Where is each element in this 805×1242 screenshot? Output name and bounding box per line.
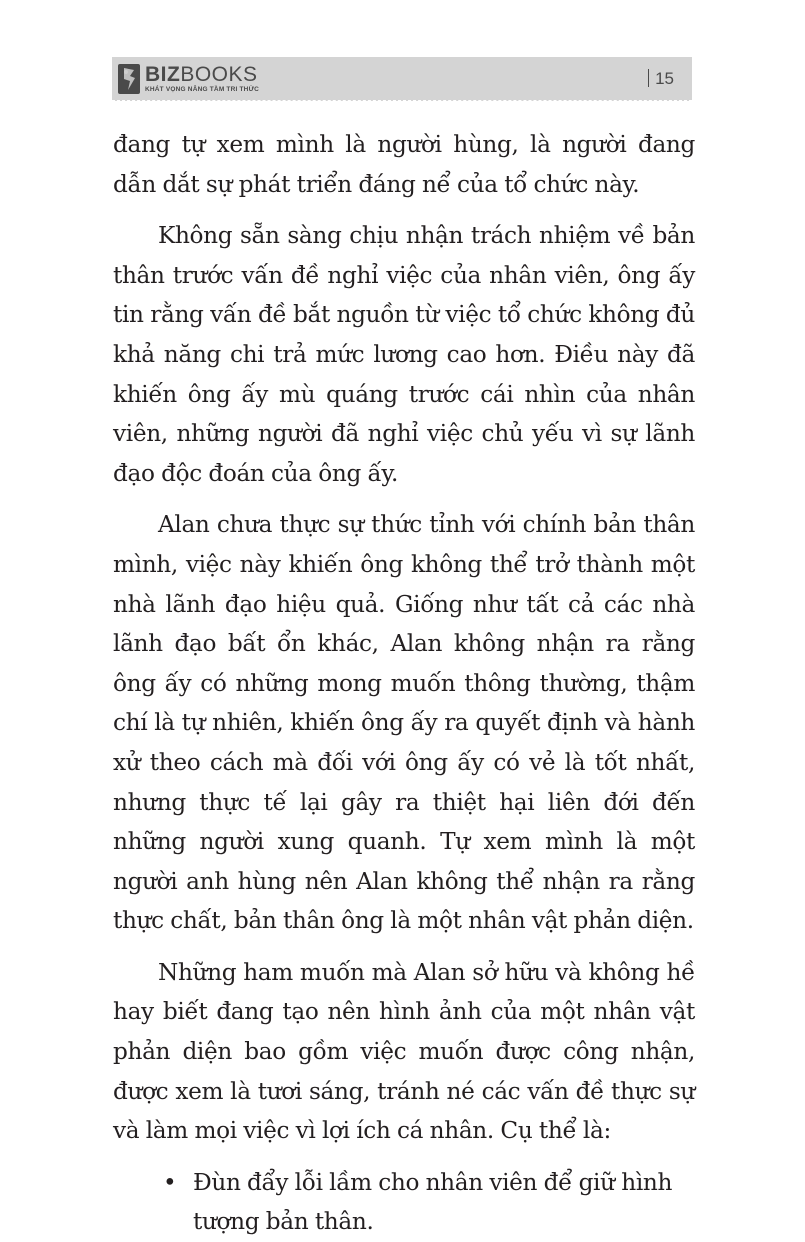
paragraph: Alan chưa thực sự thức tỉnh với chính bản thân mình, việc này khiến ông không thể trở thành một nhà lãnh đạo hiệu quả. Giống như tất cả các nhà lãnh đạo bất ổn khác, Alan không nhận ra rằng ông ấy có những mong muốn thông thường, thậm chí là tự nhiên, khiến ông ấy ra quyết định và hành xử theo cách mà đối với ông ấy có vẻ là tốt nhất, nhưng thực tế lại gây ra thiệt hại liên đới đến những người xung quanh. Tự xem mình là một người anh hùng nên Alan không thể nhận ra rằng thực chất, bản thân ông là một nhân vật phản diện. <box>113 511 695 935</box>
brand-name: BIZBOOKS <box>145 63 258 86</box>
bullet-list-item <box>113 1163 695 1242</box>
brand-tagline: KHÁT VỌNG NÂNG TẦM TRI THỨC <box>145 86 260 93</box>
bizbooks-logo-icon <box>118 64 140 94</box>
page-number-divider <box>648 69 650 87</box>
publisher-logo <box>118 62 259 96</box>
page-body <box>113 125 695 1242</box>
paragraph: Không sẵn sàng chịu nhận trách nhiệm về bản thân trước vấn đề nghỉ việc của nhân viên, ông ấy tin rằng vấn đề bắt nguồn từ việc tổ chức không đủ khả năng chi trả mức lương cao hơn. Điều này đã khiến ông ấy mù quáng trước cái nhìn của nhân viên, những người đã nghỉ việc chủ yếu vì sự lãnh đạo độc đoán của ông ấy. <box>113 222 695 487</box>
paragraph-continuation: đang tự xem mình là người hùng, là người đang dẫn dắt sự phát triển đáng nể của tổ chức này. <box>113 131 695 198</box>
bullet-icon: • <box>163 1168 177 1196</box>
bullet-text: Đùn đẩy lỗi lầm cho nhân viên để giữ hình tượng bản thân. <box>193 1168 673 1236</box>
page-number: 15 <box>648 69 674 89</box>
paragraph: Những ham muốn mà Alan sở hữu và không hề hay biết đang tạo nên hình ảnh của một nhân vật phản diện bao gồm việc muốn được công nhận, được xem là tươi sáng, tránh né các vấn đề thực sự và làm mọi việc vì lợi ích cá nhân. Cụ thể là: <box>113 958 695 1145</box>
page-header <box>112 57 692 101</box>
